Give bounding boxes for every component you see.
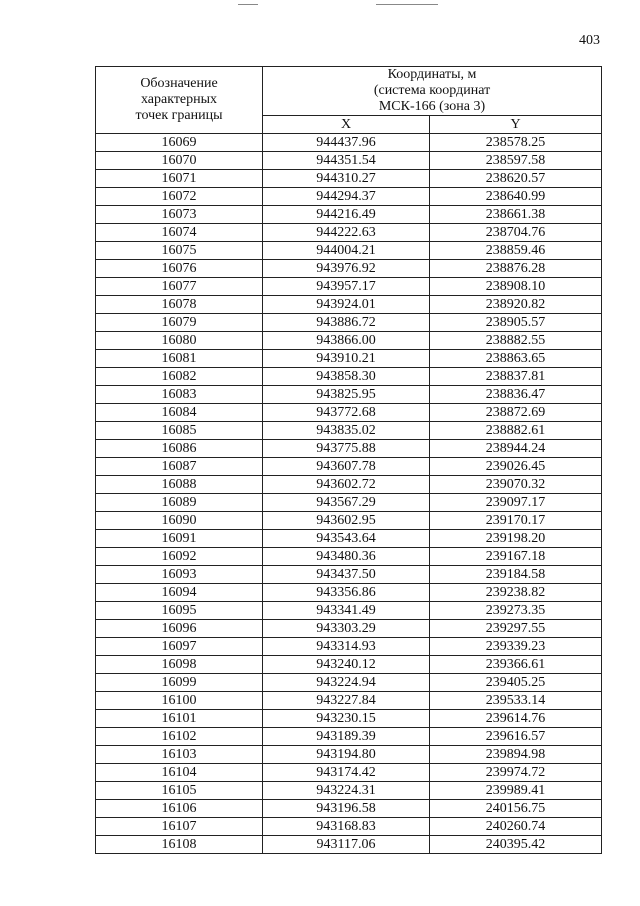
coordinates-group-header: [263, 67, 602, 116]
table-row: [96, 746, 602, 764]
y-coordinate-cell: 240395.42: [430, 836, 602, 854]
point-id-cell: 16074: [96, 224, 263, 242]
point-id-cell: 16095: [96, 602, 263, 620]
x-coordinate-cell: 944222.63: [263, 224, 430, 242]
y-coordinate-cell: 238640.99: [430, 188, 602, 206]
table-row: [96, 206, 602, 224]
x-coordinate-cell: 943858.30: [263, 368, 430, 386]
point-id-cell: 16089: [96, 494, 263, 512]
point-id-cell: 16093: [96, 566, 263, 584]
point-header-line: Обозначение: [140, 76, 218, 91]
y-coordinate-cell: 239405.25: [430, 674, 602, 692]
x-coordinate-cell: 943196.58: [263, 800, 430, 818]
y-coordinate-cell: 239026.45: [430, 458, 602, 476]
x-coordinate-cell: 943224.31: [263, 782, 430, 800]
point-id-cell: 16098: [96, 656, 263, 674]
table-row: [96, 800, 602, 818]
point-id-cell: 16076: [96, 260, 263, 278]
point-id-cell: 16084: [96, 404, 263, 422]
y-coordinate-cell: 239070.32: [430, 476, 602, 494]
y-coordinate-cell: 239273.35: [430, 602, 602, 620]
table-row: [96, 404, 602, 422]
table-row: [96, 242, 602, 260]
table-row: [96, 530, 602, 548]
x-coordinate-cell: 943341.49: [263, 602, 430, 620]
table-row: [96, 368, 602, 386]
point-id-cell: 16100: [96, 692, 263, 710]
x-coordinate-cell: 943602.95: [263, 512, 430, 530]
x-coordinate-cell: 944004.21: [263, 242, 430, 260]
x-coordinate-cell: 943189.39: [263, 728, 430, 746]
x-coordinate-cell: 943886.72: [263, 314, 430, 332]
x-coordinate-cell: 943117.06: [263, 836, 430, 854]
point-id-cell: 16094: [96, 584, 263, 602]
y-coordinate-cell: 239616.57: [430, 728, 602, 746]
y-coordinate-cell: 239198.20: [430, 530, 602, 548]
y-coordinate-cell: 238859.46: [430, 242, 602, 260]
table-row: [96, 332, 602, 350]
point-id-cell: 16092: [96, 548, 263, 566]
point-column-header: [96, 67, 263, 134]
point-header-line: точек границы: [135, 108, 223, 123]
point-id-cell: 16104: [96, 764, 263, 782]
point-id-cell: 16078: [96, 296, 263, 314]
table-row: [96, 278, 602, 296]
y-coordinate-cell: 240260.74: [430, 818, 602, 836]
y-coordinate-cell: 238908.10: [430, 278, 602, 296]
table-row: [96, 710, 602, 728]
table-row: [96, 314, 602, 332]
y-coordinate-cell: 238661.38: [430, 206, 602, 224]
y-coordinate-cell: 238704.76: [430, 224, 602, 242]
x-coordinate-cell: 943174.42: [263, 764, 430, 782]
table-row: [96, 728, 602, 746]
scan-artifact-line: [238, 4, 258, 5]
x-coordinate-cell: 943230.15: [263, 710, 430, 728]
point-id-cell: 16106: [96, 800, 263, 818]
table-row: [96, 548, 602, 566]
y-coordinate-cell: 238597.58: [430, 152, 602, 170]
x-coordinate-cell: 943775.88: [263, 440, 430, 458]
x-coordinate-cell: 943910.21: [263, 350, 430, 368]
x-coordinate-cell: 943194.80: [263, 746, 430, 764]
y-coordinate-cell: 239894.98: [430, 746, 602, 764]
y-coordinate-cell: 239533.14: [430, 692, 602, 710]
table-row: [96, 782, 602, 800]
scan-artifact-line: [376, 4, 438, 5]
x-coordinate-cell: 943303.29: [263, 620, 430, 638]
x-coordinate-cell: 943924.01: [263, 296, 430, 314]
y-coordinate-cell: 238620.57: [430, 170, 602, 188]
point-id-cell: 16107: [96, 818, 263, 836]
y-coordinate-cell: 239989.41: [430, 782, 602, 800]
y-coordinate-cell: 239097.17: [430, 494, 602, 512]
x-coordinate-cell: 943356.86: [263, 584, 430, 602]
point-id-cell: 16097: [96, 638, 263, 656]
x-column-header: X: [263, 116, 430, 134]
point-header-line: характерных: [140, 92, 218, 107]
y-coordinate-cell: 238882.61: [430, 422, 602, 440]
x-coordinate-cell: 944294.37: [263, 188, 430, 206]
x-coordinate-cell: 943437.50: [263, 566, 430, 584]
table-row: [96, 458, 602, 476]
y-coordinate-cell: 238872.69: [430, 404, 602, 422]
y-coordinate-cell: 239167.18: [430, 548, 602, 566]
point-id-cell: 16102: [96, 728, 263, 746]
point-id-cell: 16099: [96, 674, 263, 692]
table-row: [96, 134, 602, 152]
x-coordinate-cell: 943835.02: [263, 422, 430, 440]
point-id-cell: 16083: [96, 386, 263, 404]
table-row: [96, 818, 602, 836]
x-coordinate-cell: 943772.68: [263, 404, 430, 422]
point-id-cell: 16075: [96, 242, 263, 260]
table-header: [96, 67, 602, 134]
table-row: [96, 512, 602, 530]
table-row: [96, 674, 602, 692]
point-id-cell: 16069: [96, 134, 263, 152]
point-id-cell: 16079: [96, 314, 263, 332]
point-id-cell: 16096: [96, 620, 263, 638]
table-row: [96, 260, 602, 278]
coords-header-line: (система координат: [373, 83, 491, 98]
point-id-cell: 16080: [96, 332, 263, 350]
table-row: [96, 764, 602, 782]
table-row: [96, 656, 602, 674]
table-row: [96, 836, 602, 854]
x-coordinate-cell: 943240.12: [263, 656, 430, 674]
y-coordinate-cell: 238837.81: [430, 368, 602, 386]
table-row: [96, 440, 602, 458]
y-coordinate-cell: 238863.65: [430, 350, 602, 368]
table-row: [96, 152, 602, 170]
table-body: [96, 134, 602, 854]
x-coordinate-cell: 943825.95: [263, 386, 430, 404]
table-row: [96, 584, 602, 602]
x-coordinate-cell: 944351.54: [263, 152, 430, 170]
point-id-cell: 16077: [96, 278, 263, 296]
point-id-cell: 16072: [96, 188, 263, 206]
point-id-cell: 16086: [96, 440, 263, 458]
x-coordinate-cell: 943480.36: [263, 548, 430, 566]
x-coordinate-cell: 943227.84: [263, 692, 430, 710]
table-row: [96, 638, 602, 656]
coords-header-line: Координаты, м: [387, 67, 477, 82]
table-row: [96, 188, 602, 206]
table-row: [96, 566, 602, 584]
x-coordinate-cell: 944437.96: [263, 134, 430, 152]
x-coordinate-cell: 943976.92: [263, 260, 430, 278]
point-id-cell: 16071: [96, 170, 263, 188]
table-row: [96, 692, 602, 710]
y-coordinate-cell: 239339.23: [430, 638, 602, 656]
y-coordinate-cell: 238944.24: [430, 440, 602, 458]
y-coordinate-cell: 239238.82: [430, 584, 602, 602]
table-row: [96, 170, 602, 188]
x-coordinate-cell: 943567.29: [263, 494, 430, 512]
point-id-cell: 16087: [96, 458, 263, 476]
y-coordinate-cell: 238882.55: [430, 332, 602, 350]
table-row: [96, 296, 602, 314]
point-id-cell: 16081: [96, 350, 263, 368]
table-row: [96, 422, 602, 440]
x-coordinate-cell: 943224.94: [263, 674, 430, 692]
x-coordinate-cell: 943602.72: [263, 476, 430, 494]
x-coordinate-cell: 943543.64: [263, 530, 430, 548]
x-coordinate-cell: 943866.00: [263, 332, 430, 350]
y-coordinate-cell: 238905.57: [430, 314, 602, 332]
coords-header-line: МСК-166 (зона 3): [378, 99, 486, 114]
point-id-cell: 16091: [96, 530, 263, 548]
point-id-cell: 16085: [96, 422, 263, 440]
point-id-cell: 16108: [96, 836, 263, 854]
x-coordinate-cell: 943607.78: [263, 458, 430, 476]
x-coordinate-cell: 943168.83: [263, 818, 430, 836]
page-number: 403: [579, 33, 600, 48]
y-coordinate-cell: 239366.61: [430, 656, 602, 674]
table-row: [96, 350, 602, 368]
y-coordinate-cell: 239184.58: [430, 566, 602, 584]
y-coordinate-cell: 238920.82: [430, 296, 602, 314]
point-id-cell: 16070: [96, 152, 263, 170]
y-coordinate-cell: 238876.28: [430, 260, 602, 278]
table-row: [96, 602, 602, 620]
point-id-cell: 16103: [96, 746, 263, 764]
x-coordinate-cell: 943314.93: [263, 638, 430, 656]
table-row: [96, 620, 602, 638]
point-id-cell: 16101: [96, 710, 263, 728]
point-id-cell: 16105: [96, 782, 263, 800]
point-id-cell: 16090: [96, 512, 263, 530]
point-id-cell: 16088: [96, 476, 263, 494]
y-coordinate-cell: 240156.75: [430, 800, 602, 818]
y-column-header: Y: [430, 116, 602, 134]
x-coordinate-cell: 944310.27: [263, 170, 430, 188]
y-coordinate-cell: 239170.17: [430, 512, 602, 530]
x-coordinate-cell: 943957.17: [263, 278, 430, 296]
y-coordinate-cell: 239297.55: [430, 620, 602, 638]
table-row: [96, 386, 602, 404]
coordinates-table: [95, 66, 602, 854]
y-coordinate-cell: 239974.72: [430, 764, 602, 782]
table-row: [96, 494, 602, 512]
point-id-cell: 16082: [96, 368, 263, 386]
y-coordinate-cell: 238836.47: [430, 386, 602, 404]
table-row: [96, 224, 602, 242]
table-row: [96, 476, 602, 494]
y-coordinate-cell: 239614.76: [430, 710, 602, 728]
point-id-cell: 16073: [96, 206, 263, 224]
y-coordinate-cell: 238578.25: [430, 134, 602, 152]
x-coordinate-cell: 944216.49: [263, 206, 430, 224]
